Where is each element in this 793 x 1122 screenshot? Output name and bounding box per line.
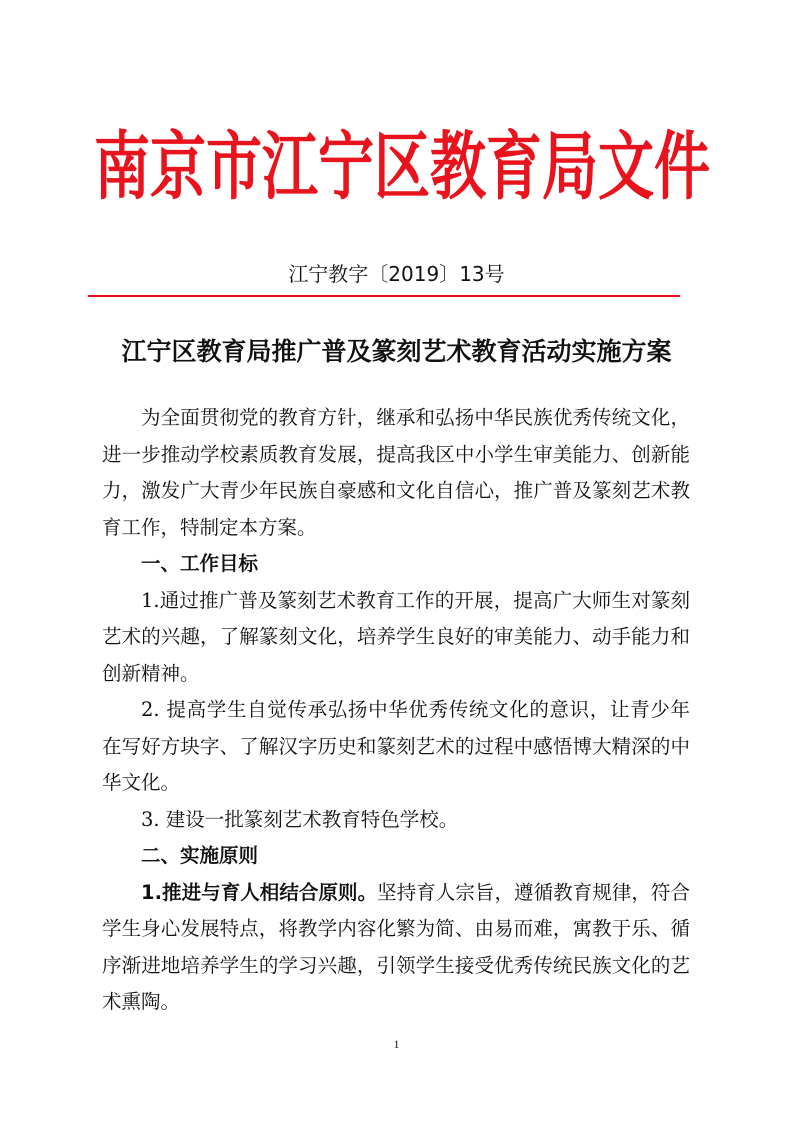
- document-body: [102, 400, 690, 1021]
- document-title: 江宁区教育局推广普及篆刻艺术教育活动实施方案: [121, 337, 672, 366]
- principle-item-1-text: 坚持育人宗旨，遵循教育规律，符合学生身心发展特点，将教学内容化繁为简、由易而难，寓教于乐、循序渐进地培养学生的学习兴趣，引领学生接受优秀传统民族文化的艺术熏陶。: [102, 880, 690, 1013]
- masthead-title: 南京市江宁区教育局文件: [94, 124, 710, 211]
- document-number: 江宁教字〔2019〕13号: [288, 262, 505, 286]
- goal-item-2: 2. 提高学生自觉传承弘扬中华优秀传统文化的意识，让青少年在写好方块字、了解汉字历史和篆刻艺术的过程中感悟博大精深的中华文化。: [102, 698, 690, 794]
- goal-item-3: 3. 建设一批篆刻艺术教育特色学校。: [141, 807, 459, 831]
- intro-paragraph: 为全面贯彻党的教育方针，继承和弘扬中华民族优秀传统文化，进一步推动学校素质教育发展，提高我区中小学生审美能力、创新能力，激发广大青少年民族自豪感和文化自信心，推广普及篆刻艺术教育工作，特制定本方案。: [102, 406, 690, 539]
- section-heading-goals: 一、工作目标: [141, 552, 259, 575]
- page-number: 1: [393, 1037, 400, 1051]
- principle-item-1: [102, 875, 690, 1021]
- goal-item-1: 1.通过推广普及篆刻艺术教育工作的开展，提高广大师生对篆刻艺术的兴趣，了解篆刻文化，培养学生良好的审美能力、动手能力和创新精神。: [102, 588, 690, 685]
- section-heading-principles: 二、实施原则: [141, 844, 259, 867]
- red-divider: [88, 295, 680, 297]
- principle-item-1-lead: 1.推进与育人相结合原则。: [141, 880, 378, 904]
